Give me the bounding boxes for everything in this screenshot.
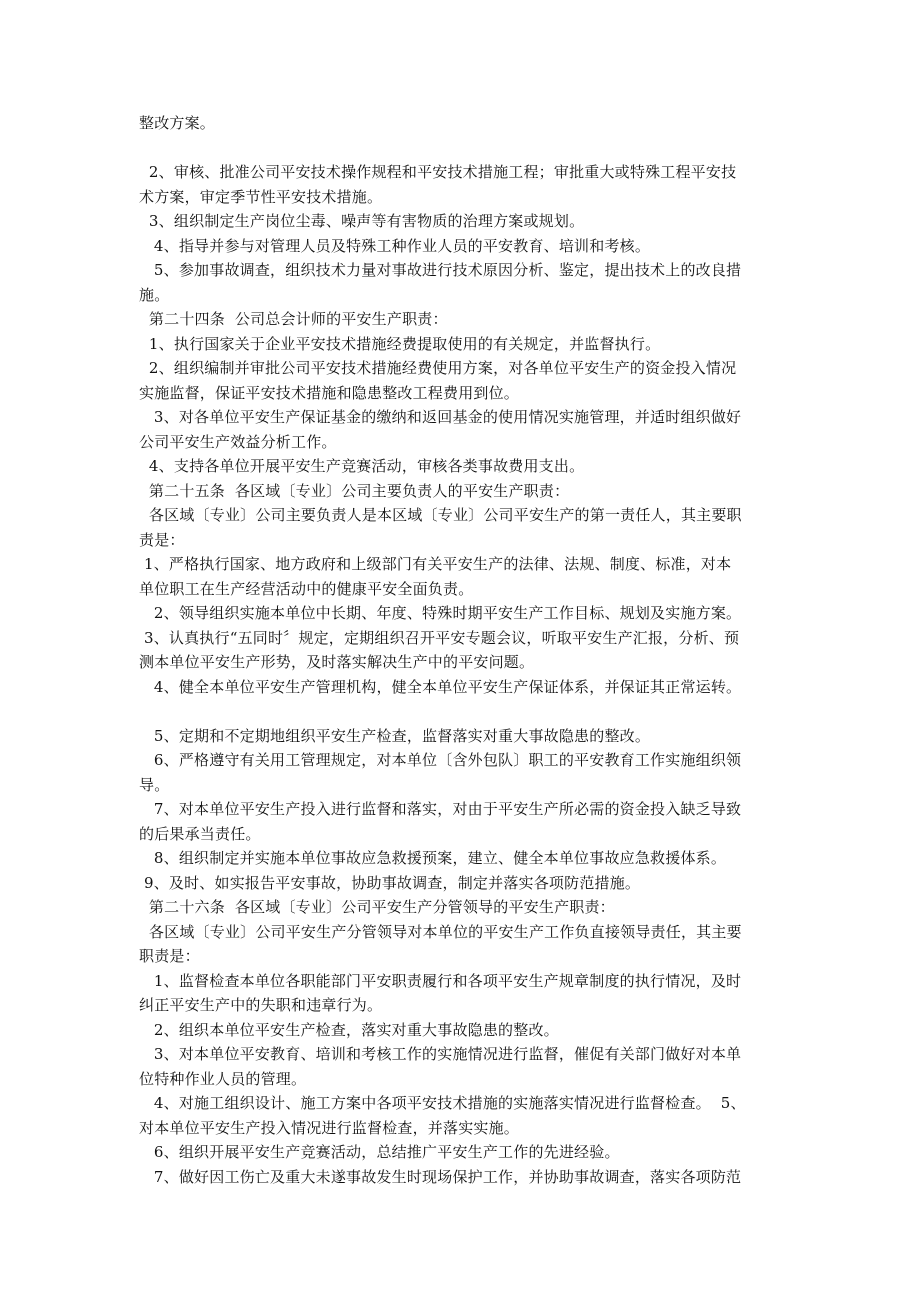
text-line: 3、组织制定生产岗位尘毒、噪声等有害物质的治理方案或规划。 [139, 212, 585, 230]
text-line: 测本单位平安生产形势，及时落实解决生产中的平安问题。 [139, 653, 535, 671]
text-line: 1、严格执行国家、地方政府和上级部门有关平安生产的法律、法规、制度、标准，对本 [139, 555, 732, 573]
text-line: 2、组织本单位平安生产检查，落实对重大事故隐患的整改。 [139, 1020, 559, 1039]
text-line: 术方案，审定季节性平安技术措施。 [139, 187, 383, 206]
text-line: 纠正平安生产中的失职和违章行为。 [139, 996, 383, 1014]
text-line: 导。 [139, 775, 170, 794]
blank-line [139, 136, 789, 161]
text-line: 4、健全本单位平安生产管理机构，健全本单位平安生产保证体系，并保证其正常运转。 [139, 677, 742, 696]
text-line: 2、领导组织实施本单位中长期、年度、特殊时期平安生产工作目标、规划及实施方案。 [139, 604, 742, 622]
text-line: 4、对施工组织设计、施工方案中各项平安技术措施的实施落实情况进行监督检查。 5、 [139, 1094, 746, 1112]
text-line: 7、做好因工伤亡及重大未遂事故发生时现场保护工作，并协助事故调查，落实各项防范 [139, 1167, 742, 1186]
text-line: 责是： [139, 530, 185, 549]
text-line: 3、对本单位平安教育、培训和考核工作的实施情况进行监督，催促有关部门做好对本单 [139, 1045, 742, 1063]
text-line: 各区域〔专业〕公司主要负责人是本区域〔专业〕公司平安生产的第一责任人，其主要职 [139, 506, 742, 524]
text-line: 5、参加事故调查，组织技术力量对事故进行技术原因分析、鉴定，提出技术上的改良措 [139, 261, 742, 279]
text-line: 4、支持各单位开展平安生产竞赛活动，审核各类事故费用支出。 [139, 457, 585, 475]
text-line: 的后果承当责任。 [139, 824, 261, 843]
text-line: 职责是： [139, 947, 200, 965]
text-line: 1、监督检查本单位各职能部门平安职责履行和各项平安生产规章制度的执行情况，及时 [139, 971, 742, 990]
text-line: 3、对各单位平安生产保证基金的缴纳和返回基金的使用情况实施管理，并适时组织做好 [139, 408, 742, 426]
text-line: 第二十六条 各区域〔专业〕公司平安生产分管领导的平安生产职责： [139, 898, 615, 916]
text-line: 第二十四条 公司总会计师的平安生产职责： [139, 310, 448, 328]
blank-line [139, 699, 789, 724]
text-line: 8、组织制定并实施本单位事故应急救援预案，建立、健全本单位事故应急救援体系。 [139, 849, 727, 867]
text-line: 整改方案。 [139, 114, 216, 132]
text-line: 4、指导并参与对管理人员及特殊工种作业人员的平安教育、培训和考核。 [139, 236, 651, 255]
text-line: 2、组织编制并审批公司平安技术措施经费使用方案，对各单位平安生产的资金投入情况 [139, 359, 737, 377]
text-line: 施。 [139, 285, 170, 304]
text-line: 6、严格遵守有关用工管理规定，对本单位〔含外包队〕职工的平安教育工作实施组织领 [139, 751, 742, 769]
text-line: 对本单位平安生产投入情况进行监督检查，并落实实施。 [139, 1118, 520, 1137]
text-line: 实施监督，保证平安技术措施和隐患整改工程费用到位。 [139, 383, 520, 402]
text-line: 第二十五条 各区域〔专业〕公司主要负责人的平安生产职责： [139, 481, 570, 500]
text-line: 公司平安生产效益分析工作。 [139, 432, 337, 451]
text-line: 5、定期和不定期地组织平安生产检查，监督落实对重大事故隐患的整改。 [139, 726, 651, 745]
text-line: 7、对本单位平安生产投入进行监督和落实，对由于平安生产所必需的资金投入缺乏导致 [139, 800, 742, 818]
document-body [139, 111, 789, 1189]
text-line: 6、组织开展平安生产竞赛活动，总结推广平安生产工作的先进经验。 [139, 1143, 620, 1161]
text-line: 1、执行国家关于企业平安技术措施经费提取使用的有关规定，并监督执行。 [139, 334, 661, 353]
text-line: 各区域〔专业〕公司平安生产分管领导对本单位的平安生产工作负直接领导责任，其主要 [139, 922, 742, 941]
text-line: 单位职工在生产经营活动中的健康平安全面负责。 [139, 579, 474, 598]
text-line: 9、及时、如实报告平安事故，协助事故调查，制定并落实各项防范措施。 [139, 873, 641, 892]
text-line: 2、审核、批准公司平安技术操作规程和平安技术措施工程；审批重大或特殊工程平安技 [139, 163, 737, 181]
text-line: 3、认真执行“五同时〞规定，定期组织召开平安专题会议，听取平安生产汇报，分析、预 [139, 628, 740, 647]
text-line: 位特种作业人员的管理。 [139, 1069, 307, 1088]
